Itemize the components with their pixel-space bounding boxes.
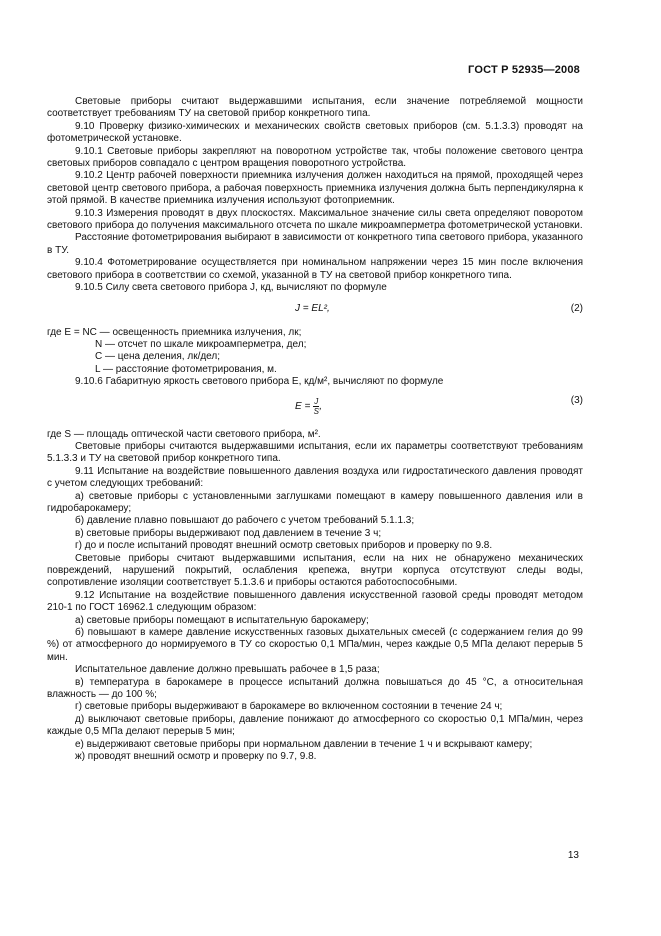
paragraph: Испытательное давление должно превышать рабочее в 1,5 раза; <box>75 664 380 676</box>
paragraph: 9.10.6 Габаритную яркость светового прибора E, кд/м², вычисляют по формуле <box>75 376 444 388</box>
paragraph: 9.10.3 Измерения проводят в двух плоскостях. Максимальное значение силы света определяют поворотом светового прибора до получения максимального отсчета по шкале микроамперметра фотометрической установки. <box>47 207 583 232</box>
fraction-numerator: J <box>314 396 319 406</box>
document-body <box>47 96 583 764</box>
formula-number: (3) <box>570 394 583 406</box>
list-item: а) световые приборы с установленными заглушками помещают в камеру повышенного давления или в гидробарокамеру; <box>47 490 583 514</box>
definition-line: L — расстояние фотометрирования, м. <box>95 363 277 375</box>
paragraph: где S — площадь оптической части светового прибора, м². <box>47 428 321 440</box>
formula-tail: , <box>319 400 323 412</box>
formula-expression: J = EL², <box>295 302 330 314</box>
formula-number: (2) <box>570 302 583 314</box>
page-header-standard-title: ГОСТ Р 52935—2008 <box>468 64 580 76</box>
paragraph: Световые приборы считают выдержавшими испытания, если значение потребляемой мощности соответствует требованиям ТУ на световой прибор конкретного типа. <box>47 96 583 120</box>
definition-line: C — цена деления, лк/дел; <box>95 351 221 363</box>
list-item: д) выключают световые приборы, давление понижают до атмосферного со скоростью 0,1 МПа/мин, через каждые 0,5 МПа делают перерыв 5 мин; <box>47 713 583 738</box>
list-item: г) световые приборы выдерживают в барокамере во включенном состоянии в течение 24 ч; <box>75 701 503 713</box>
paragraph: 9.10.2 Центр рабочей поверхности приемника излучения должен находиться на прямой, проходящей через световой центр светового прибора, а рабочая поверхность приемника излучения должна быть перпендикулярна к этой прямой. В качестве приемника излучения используют фотоприемник. <box>47 170 583 207</box>
list-item: в) световые приборы выдерживают под давлением в течение 3 ч; <box>75 527 382 539</box>
list-item: б) давление плавно повышают до рабочего с учетом требований 5.1.1.3; <box>75 515 415 527</box>
fraction-denominator: S <box>313 406 319 416</box>
formula-lhs: E = <box>295 400 311 412</box>
paragraph: 9.10.5 Силу света светового прибора J, кд, вычисляют по формуле <box>75 282 387 294</box>
paragraph: 9.12 Испытание на воздействие повышенного давления искусственной газовой среды проводят методом 210-1 по ГОСТ 16962.1 следующим образом: <box>47 589 583 614</box>
paragraph: Расстояние фотометрирования выбирают в зависимости от конкретного типа светового прибора, указанного в ТУ. <box>47 232 583 256</box>
list-item: а) световые приборы помещают в испытательную барокамеру; <box>75 614 369 626</box>
page-number: 13 <box>567 850 579 861</box>
list-item: е) выдерживают световые приборы при нормальном давлении в течение 1 ч и вскрывают камеру; <box>75 738 533 750</box>
list-item: ж) проводят внешний осмотр и проверку по 9.7, 9.8. <box>75 751 317 763</box>
definition-line: где E = NC — освещенность приемника излучения, лк; <box>47 326 302 338</box>
paragraph: 9.10.4 Фотометрирование осуществляется при номинальном напряжении через 15 мин после включения светового прибора в соответствии со схемой, указанной в ТУ на световой прибор конкретного типа. <box>47 257 583 281</box>
paragraph: 9.11 Испытание на воздействие повышенного давления воздуха или гидростатического давления проводят с учетом следующих требований: <box>47 465 583 490</box>
list-item: г) до и после испытаний проводят внешний осмотр световых приборов и проверку по 9.8. <box>75 540 493 552</box>
paragraph: 9.10.1 Световые приборы закрепляют на поворотном устройстве так, чтобы положение светового центра световых приборов совпадало с центром вращения поворотного устройства. <box>47 145 583 170</box>
paragraph: Световые приборы считаются выдержавшими испытания, если их параметры соответствуют требованиям 5.1.3.3 и ТУ на световой прибор конкретного типа. <box>47 440 583 465</box>
definition-line: N — отсчет по шкале микроамперметра, дел; <box>95 338 307 350</box>
formula-2 <box>47 301 583 319</box>
paragraph: 9.10 Проверку физико-химических и механических свойств световых приборов (см. 5.1.3.3) проводят на фотометрической установке. <box>47 120 583 145</box>
list-item: б) повышают в камере давление искусственных газовых дыхательных смесей (с содержанием гелия до 99 %) от атмосферного до нормируемого в ТУ со скоростью 0,1 МПа/мин, через каждые 0,5 МПа делают перерыв 5 мин. <box>47 627 583 663</box>
formula-expression <box>295 397 322 416</box>
formula-3 <box>47 393 583 423</box>
paragraph: Световые приборы считают выдержавшими испытания, если на них не обнаружено механических повреждений, нарушений покрытий, ослабления крепежа, внутри корпуса отсутствуют следы воды, сопротивление изоляции соответствует 5.1.3.6 и приборы остаются работоспособными. <box>47 552 583 589</box>
list-item: в) температура в барокамере в процессе испытаний должна повышаться до 45 °С, а относительная влажность — до 100 %; <box>47 676 583 701</box>
